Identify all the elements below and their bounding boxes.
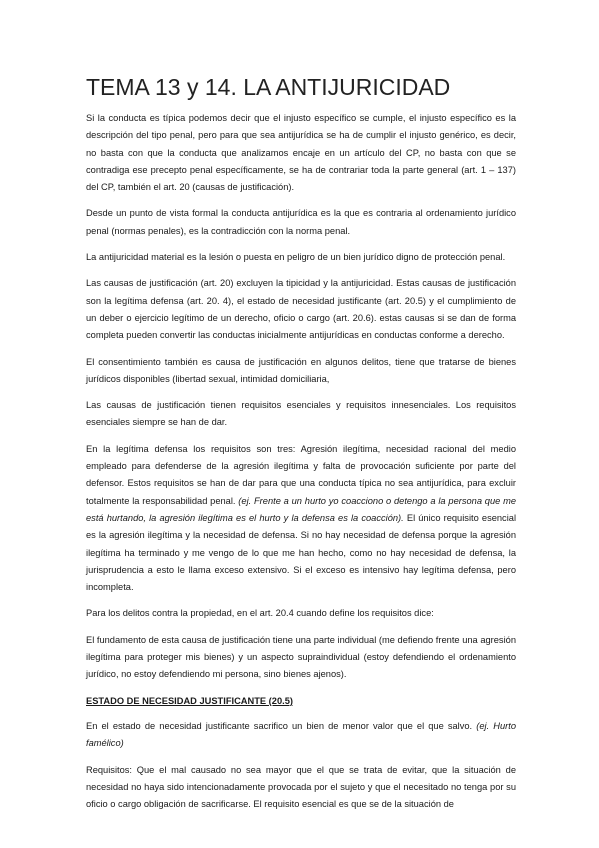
paragraph-propiedad: Para los delitos contra la propiedad, en el art. 20.4 cuando define los requisitos dice: (86, 608, 434, 619)
estado-necesidad-example: (ej. Hurto famélico) (86, 720, 517, 749)
legitima-defensa-text: En la legítima defensa los requisitos son tres: Agresión ilegítima, necesidad racional del medio empleado para defenderse de la agresión ilegítima y falta de provocación suficiente por parte del defensor. Estos requisitos se han de dar para que una conducta típica no sea antijurídica, para excluir totalmente la responsabilidad penal. (86, 443, 516, 506)
paragraph-material: La antijuricidad material es la lesión o puesta en peligro de un bien jurídico digno de protección penal. (86, 252, 506, 263)
document-title: TEMA 13 y 14. LA ANTIJURICIDAD (86, 74, 451, 100)
legitima-defensa-continued: El único requisito esencial es la agresión ilegítima y la necesidad de defensa. Si no hay necesidad de defensa porque la agresión ilegítima ha terminado y me vengo de lo que me han hecho, como no hay necesidad de defensa, la jurisprudencia a esto le llama exceso extensivo. Si el exceso es intensivo hay legítima defensa, pero incompleta. (86, 512, 517, 593)
legitima-defensa-example: (ej. Frente a un hurto yo coacciono o detengo a la persona que me está hurtando, la agresión ilegítima es el hurto y la defensa es la coacción). (86, 495, 517, 523)
paragraph-estado-necesidad (86, 718, 516, 753)
paragraph-formal: Desde un punto de vista formal la conducta antijurídica es la que es contraria al ordenamiento jurídico penal (normas penales), es la contradicción con la norma penal. (86, 208, 516, 236)
document-page (86, 72, 516, 822)
paragraph-causas: Las causas de justificación (art. 20) excluyen la tipicidad y la antijuricidad. Estas causas de justificación son la legítima defensa (art. 20. 4), el estado de necesidad justificante (art. 20.5) y el cumplimiento de un deber o ejercicio legítimo de un derecho, oficio o cargo (art. 20.6). estas causas si se dan de forma completa pueden convertir las conductas inicialmente antijurídicas en conductas conforme a derecho. (86, 278, 516, 341)
section-heading: ESTADO DE NECESIDAD JUSTIFICANTE (20.5) (86, 695, 293, 706)
estado-necesidad-text: En el estado de necesidad justificante sacrifico un bien de menor valor que el que salvo. (86, 720, 477, 731)
paragraph-consentimiento: El consentimiento también es causa de justificación en algunos delitos, tiene que tratarse de bienes jurídicos disponibles (libertad sexual, intimidad domiciliaria, (86, 356, 516, 384)
paragraph-requisitos-necesidad: Requisitos: Que el mal causado no sea mayor que el que se trata de evitar, que la situación de necesidad no haya sido intencionadamente provocada por el sujeto y que el necesitado no tenga por su oficio o cargo obligación de sacrificarse. El requisito esencial es que se de la situación de (86, 764, 516, 810)
paragraph-injusto: Si la conducta es típica podemos decir que el injusto específico se cumple, el injusto específico es la descripción del tipo penal, pero para que sea antijurídica se ha de cumplir el injusto genérico, es decir, no basta con que la conducta que analizamos encaje en un artículo del CP, no basta con que se contradiga ese precepto penal específicamente, se ha de contrariar toda la parte general (art. 1 – 137) del CP, también el art. 20 (causas de justificación). (86, 113, 516, 193)
paragraph-requisitos: Las causas de justificación tienen requisitos esenciales y requisitos innesenciales. Los requisitos esenciales siempre se han de dar. (86, 400, 516, 428)
paragraph-legitima-defensa (86, 441, 516, 597)
paragraph-fundamento: El fundamento de esta causa de justificación tiene una parte individual (me defiendo frente una agresión ilegítima para proteger mis bienes) y un aspecto supraindividual (estoy defendiendo el ordenamiento jurídico, no estoy defendiendo mi persona, sino bienes ajenos). (86, 634, 516, 680)
